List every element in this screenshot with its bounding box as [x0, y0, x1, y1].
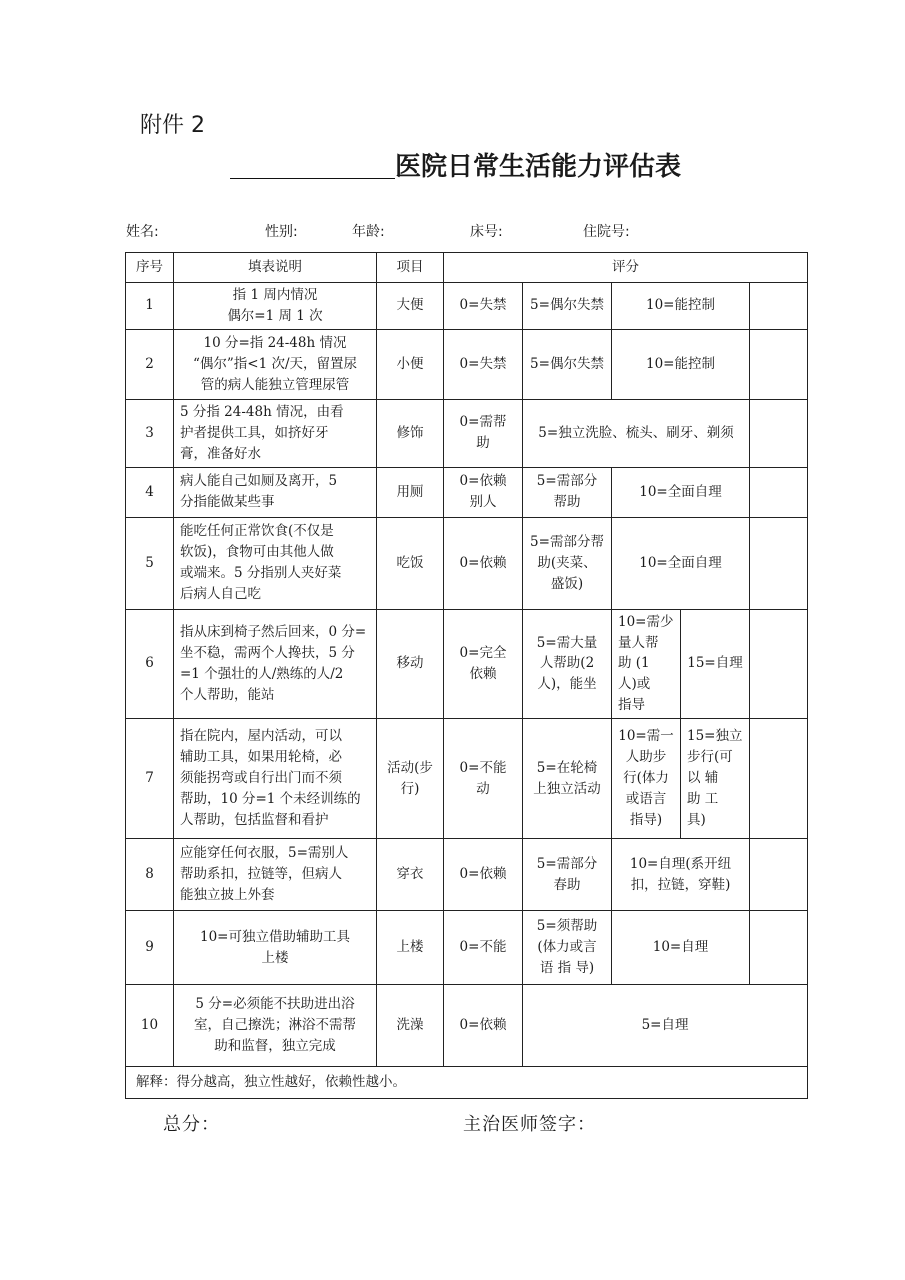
table-row	[126, 719, 808, 839]
header-no: 序号	[126, 253, 174, 283]
row-no: 3	[126, 399, 174, 467]
score-cell: 0=需帮 助	[444, 399, 523, 467]
score-cell: 0=依赖 别人	[444, 467, 523, 517]
empty-score-cell	[750, 839, 808, 911]
score-cell: 10=自理(系开纽 扣，拉链，穿鞋)	[612, 839, 750, 911]
table-row	[126, 839, 808, 911]
score-cell: 5=偶尔失禁	[523, 329, 612, 399]
score-cell: 5=需大量 人帮助(2 人)，能坐	[523, 609, 612, 719]
row-no: 7	[126, 719, 174, 839]
row-item: 活动(步 行)	[377, 719, 444, 839]
row-description: 5 分=必须能不扶助进出浴 室，自己擦洗；淋浴不需帮 助和监督，独立完成	[174, 985, 377, 1067]
score-cell: 0=依赖	[444, 985, 523, 1067]
total-score-label: 总分：	[163, 1114, 220, 1135]
row-item: 修饰	[377, 399, 444, 467]
table-row	[126, 329, 808, 399]
form-title: 医院日常生活能力评估表	[395, 152, 682, 182]
row-description: 病人能自己如厕及离开，5 分指能做某些事	[174, 467, 377, 517]
row-description: 能吃任何正常饮食(不仅是 软饭)，食物可由其他人做 或端来。5 分指别人夹好菜 后病人自己吃	[174, 517, 377, 609]
admission-number-label: 住院号:	[583, 224, 630, 240]
empty-score-cell	[750, 609, 808, 719]
scoring-note: 解释：得分越高，独立性越好，依赖性越小。	[126, 1067, 808, 1099]
score-cell: 5=在轮椅 上独立活动	[523, 719, 612, 839]
score-cell: 0=失禁	[444, 329, 523, 399]
score-cell: 10=需少 量人帮 助 (1 人)或 指导	[612, 609, 681, 719]
score-cell: 0=依赖	[444, 517, 523, 609]
score-cell: 0=依赖	[444, 839, 523, 911]
bed-label: 床号:	[470, 224, 503, 240]
row-no: 9	[126, 911, 174, 985]
hospital-name-blank	[230, 178, 395, 179]
table-row	[126, 517, 808, 609]
row-description: 应能穿任何衣服，5=需别人 帮助系扣，拉链等，但病人 能独立披上外套	[174, 839, 377, 911]
empty-score-cell	[750, 911, 808, 985]
score-cell: 5=独立洗脸、梳头、刷牙、剃须	[523, 399, 750, 467]
empty-score-cell	[750, 719, 808, 839]
row-no: 2	[126, 329, 174, 399]
score-cell: 15=独立 步行(可 以 辅 助 工 具)	[681, 719, 750, 839]
score-cell: 0=不能	[444, 911, 523, 985]
attachment-label: 附件 2	[140, 113, 205, 138]
table-row	[126, 609, 808, 719]
empty-score-cell	[750, 399, 808, 467]
score-cell: 0=失禁	[444, 283, 523, 330]
doctor-signature-label: 主治医师签字：	[463, 1114, 596, 1135]
row-item: 穿衣	[377, 839, 444, 911]
table-row	[126, 467, 808, 517]
row-description: 5 分指 24-48h 情况，由看 护者提供工具，如挤好牙 膏，准备好水	[174, 399, 377, 467]
score-cell: 0=完全 依赖	[444, 609, 523, 719]
score-cell: 5=需部分 春助	[523, 839, 612, 911]
header-score: 评分	[444, 253, 808, 283]
score-cell: 5=自理	[523, 985, 808, 1067]
empty-score-cell	[750, 467, 808, 517]
empty-score-cell	[750, 329, 808, 399]
table-row	[126, 985, 808, 1067]
row-description: 10=可独立借助辅助工具 上楼	[174, 911, 377, 985]
empty-score-cell	[750, 283, 808, 330]
table-row	[126, 283, 808, 330]
score-cell: 5=需部分帮 助(夹菜、 盛饭)	[523, 517, 612, 609]
row-no: 8	[126, 839, 174, 911]
row-description: 10 分=指 24-48h 情况 “偶尔”指<1 次/天，留置尿 管的病人能独立管理尿管	[174, 329, 377, 399]
row-item: 上楼	[377, 911, 444, 985]
score-cell: 0=不能 动	[444, 719, 523, 839]
header-item: 项目	[377, 253, 444, 283]
row-item: 大便	[377, 283, 444, 330]
score-cell: 10=全面自理	[612, 517, 750, 609]
score-cell: 5=需部分 帮助	[523, 467, 612, 517]
row-item: 小便	[377, 329, 444, 399]
row-item: 用厕	[377, 467, 444, 517]
score-cell: 10=全面自理	[612, 467, 750, 517]
row-item: 吃饭	[377, 517, 444, 609]
age-label: 年龄:	[352, 224, 385, 240]
header-description: 填表说明	[174, 253, 377, 283]
empty-score-cell	[750, 517, 808, 609]
row-item: 移动	[377, 609, 444, 719]
row-description: 指在院内，屋内活动，可以 辅助工具，如果用轮椅，必 须能拐弯或自行出门而不须 帮助，10 分=1 个未经训练的 人帮助，包括监督和看护	[174, 719, 377, 839]
table-row	[126, 399, 808, 467]
score-cell: 5=须帮助 (体力或言 语 指 导)	[523, 911, 612, 985]
score-cell: 10=能控制	[612, 283, 750, 330]
score-cell: 10=能控制	[612, 329, 750, 399]
row-description: 指 1 周内情况 偶尔=1 周 1 次	[174, 283, 377, 330]
row-description: 指从床到椅子然后回来，0 分= 坐不稳，需两个人搀扶，5 分 =1 个强壮的人/熟练的人/2 个人帮助，能站	[174, 609, 377, 719]
row-no: 6	[126, 609, 174, 719]
row-no: 1	[126, 283, 174, 330]
row-no: 4	[126, 467, 174, 517]
gender-label: 性别:	[265, 224, 298, 240]
score-cell: 10=需一 人助步 行(体力 或语言 指导)	[612, 719, 681, 839]
row-no: 5	[126, 517, 174, 609]
row-item: 洗澡	[377, 985, 444, 1067]
score-cell: 15=自理	[681, 609, 750, 719]
note-row	[126, 1067, 808, 1099]
header-row	[126, 253, 808, 283]
adl-assessment-table	[125, 252, 808, 1099]
score-cell: 5=偶尔失禁	[523, 283, 612, 330]
name-label: 姓名:	[126, 224, 159, 240]
table-row	[126, 911, 808, 985]
row-no: 10	[126, 985, 174, 1067]
score-cell: 10=自理	[612, 911, 750, 985]
